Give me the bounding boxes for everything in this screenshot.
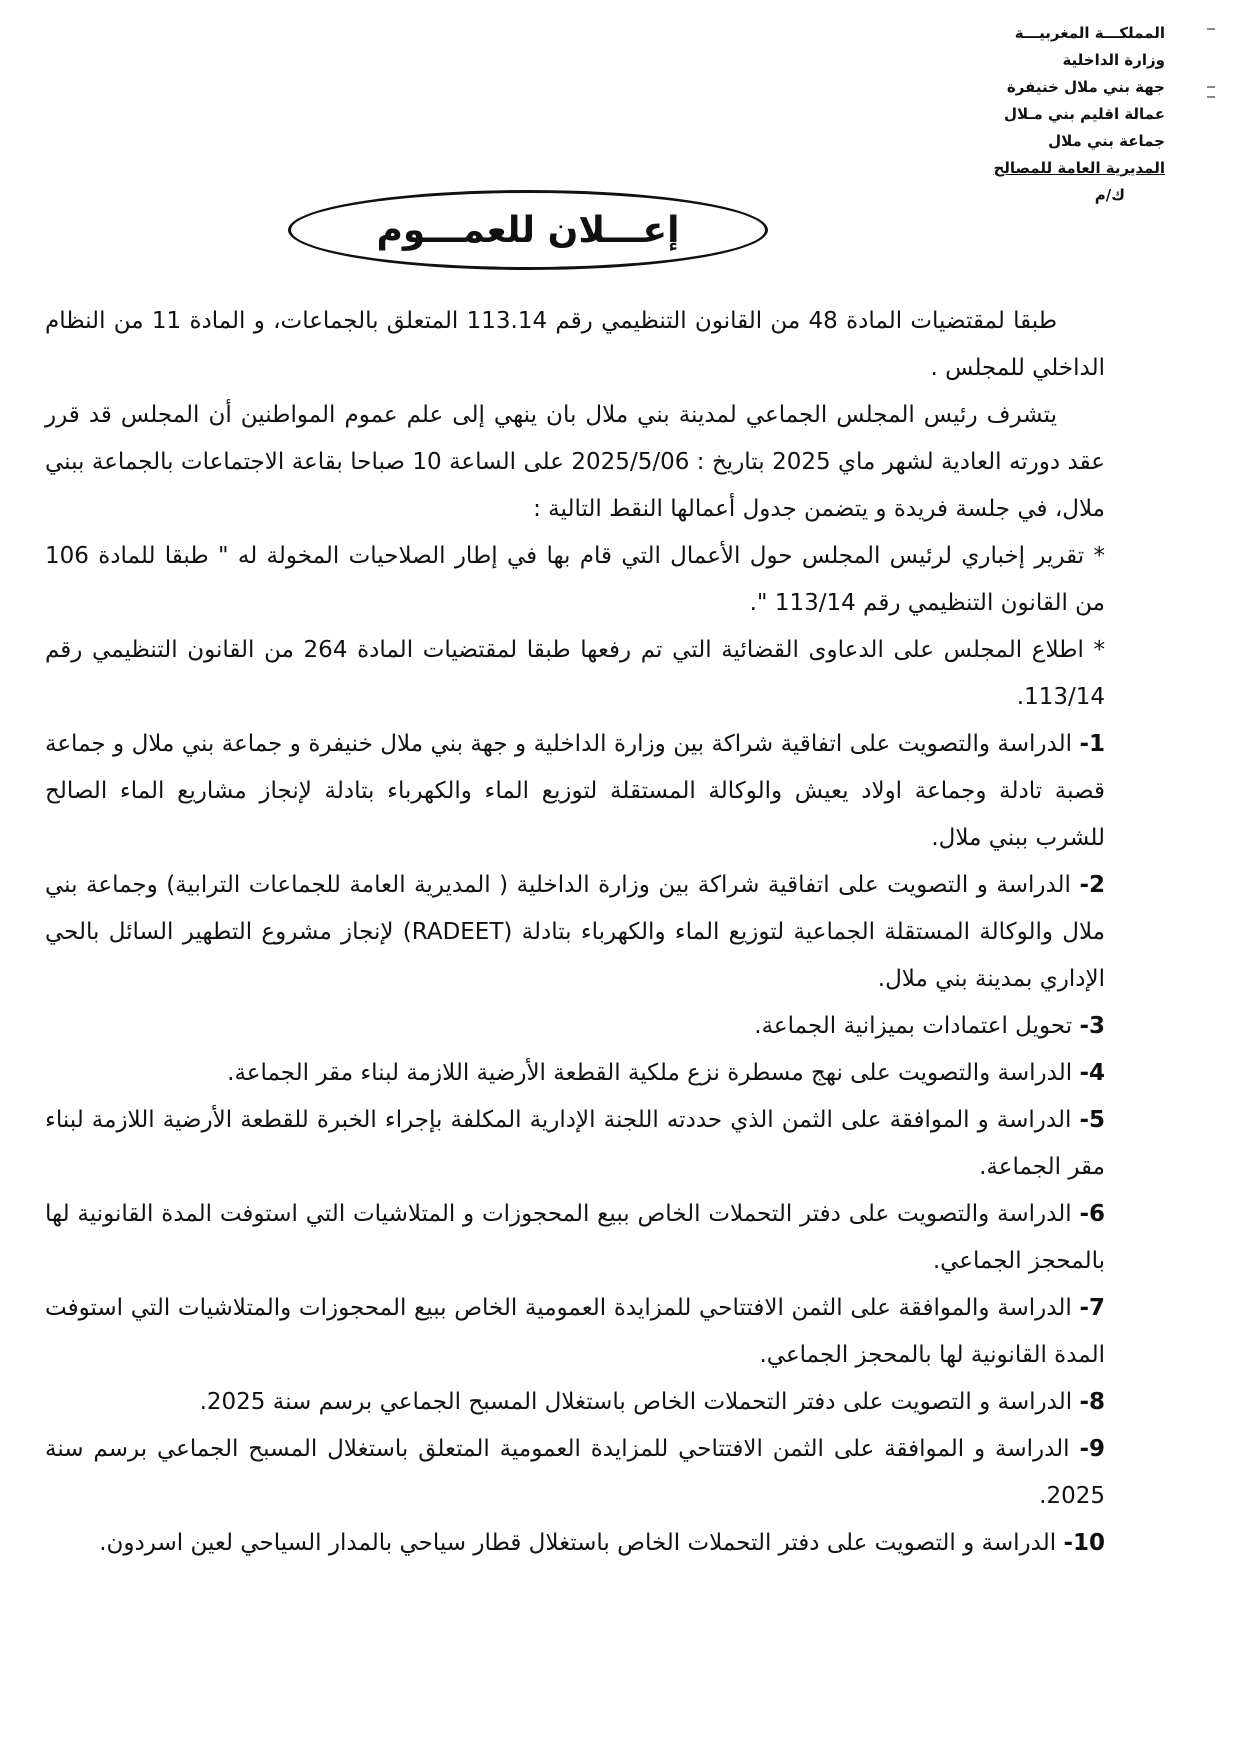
agenda-item-number: 1- [1079, 731, 1105, 757]
agenda-item-number: 6- [1079, 1201, 1105, 1227]
bullet-lawsuits: * اطلاع المجلس على الدعاوى القضائية التي تم رفعها طبقا لمقتضيات المادة 264 من القانون التنظيمي رقم 113/14. [45, 637, 1105, 710]
agenda-item-1 [45, 721, 1105, 862]
agenda-item-2 [45, 862, 1105, 1003]
agenda-item-6 [45, 1191, 1105, 1285]
agenda-item-3 [45, 1003, 1105, 1050]
page-title: إعـــلان للعمـــوم [376, 209, 680, 251]
agenda-item-number: 4- [1079, 1060, 1105, 1086]
agenda-item-number: 8- [1079, 1389, 1105, 1415]
letterhead-kingdom: المملكـــة المغربيـــة [1014, 24, 1165, 42]
agenda-item-9 [45, 1426, 1105, 1520]
agenda-item-text: الدراسة و التصويت على دفتر التحملات الخاص باستغلال قطار سياحي بالمدار السياحي لعين اسردون. [99, 1530, 1064, 1556]
agenda-item-text: الدراسة والتصويت على دفتر التحملات الخاص ببيع المحجوزات و المتلاشيات التي استوفت المدة القانونية لها بالمحجز الجماعي. [45, 1201, 1105, 1274]
agenda-item-text: الدراسة و الموافقة على الثمن الذي حددته اللجنة الإدارية المكلفة بإجراء الخبرة للقطعة الأرضية اللازمة لبناء مقر الجماعة. [45, 1107, 1105, 1180]
letterhead-commune: جماعة بني ملال [1048, 132, 1165, 150]
letterhead-directorate: المديرية العامة للمصالح [993, 159, 1165, 177]
agenda-item-number: 3- [1079, 1013, 1105, 1039]
title-oval [288, 190, 768, 270]
announcement-paragraph: يتشرف رئيس المجلس الجماعي لمدينة بني ملال بان ينهي إلى علم عموم المواطنين أن المجلس قد قرر عقد دورته العادية لشهر ماي 2025 بتاريخ : 2025/5/06 على الساعة 10 صباحا بقاعة الاجتماعات بالجماعة ببني ملال، في جلسة فريدة و يتضمن جدول أعمالها النقط التالية : [45, 402, 1105, 522]
agenda-item-5 [45, 1097, 1105, 1191]
agenda-item-text: الدراسة والتصويت على نهج مسطرة نزع ملكية القطعة الأرضية اللازمة لبناء مقر الجماعة. [227, 1060, 1080, 1086]
agenda-item-text: تحويل اعتمادات بميزانية الجماعة. [754, 1013, 1080, 1039]
agenda-item-number: 9- [1079, 1436, 1105, 1462]
bullet-president-report: * تقرير إخباري لرئيس المجلس حول الأعمال التي قام بها في إطار الصلاحيات المخولة له " طبقا للمادة 106 من القانون التنظيمي رقم 113/14 ". [45, 543, 1105, 616]
agenda-item-text: الدراسة و التصويت على دفتر التحملات الخاص باستغلال المسبح الجماعي برسم سنة 2025. [199, 1389, 1080, 1415]
agenda-item-text: الدراسة والتصويت على اتفاقية شراكة بين وزارة الداخلية و جهة بني ملال خنيفرة و جماعة بني ملال و جماعة قصبة تادلة وجماعة اولاد يعيش والوكالة المستقلة لتوزيع الماء والكهرباء بتادلة لإنجاز مشاريع الماء الصالح للشرب ببني ملال. [45, 731, 1105, 851]
letterhead [965, 20, 1165, 209]
edge-mark [1207, 96, 1215, 98]
edge-mark [1207, 86, 1215, 88]
letterhead-reference: ك/م [1094, 186, 1125, 204]
agenda-item-text: الدراسة و التصويت على اتفاقية شراكة بين وزارة الداخلية ( المديرية العامة للجماعات الترابية) وجماعة بني ملال والوكالة المستقلة الجماعية لتوزيع الماء والكهرباء بتادلة (RADEET) لإنجاز مشروع التطهير السائل بالحي الإداري بمدينة بني ملال. [45, 872, 1105, 992]
agenda-item-number: 7- [1079, 1295, 1105, 1321]
agenda-item-8 [45, 1379, 1105, 1426]
agenda-item-10 [45, 1520, 1105, 1567]
agenda-item-7 [45, 1285, 1105, 1379]
letterhead-region: جهة بني ملال خنيفرة [1006, 78, 1165, 96]
letterhead-ministry: وزارة الداخلية [1062, 51, 1165, 69]
agenda-item-number: 10- [1063, 1530, 1105, 1556]
agenda-item-4 [45, 1050, 1105, 1097]
agenda-item-text: الدراسة والموافقة على الثمن الافتتاحي للمزايدة العمومية الخاص ببيع المحجوزات والمتلاشيات التي استوفت المدة القانونية لها بالمحجز الجماعي. [45, 1295, 1105, 1368]
edge-mark [1207, 28, 1215, 30]
letterhead-prefecture: عمالة اقليم بني مـلال [1003, 105, 1165, 123]
agenda-item-text: الدراسة و الموافقة على الثمن الافتتاحي للمزايدة العمومية المتعلق باستغلال المسبح الجماعي برسم سنة 2025. [45, 1436, 1105, 1509]
agenda-item-number: 5- [1079, 1107, 1105, 1133]
announcement-body [45, 298, 1105, 1567]
agenda-item-number: 2- [1079, 872, 1105, 898]
intro-paragraph: طبقا لمقتضيات المادة 48 من القانون التنظيمي رقم 113.14 المتعلق بالجماعات، و المادة 11 من النظام الداخلي للمجلس . [45, 308, 1105, 381]
